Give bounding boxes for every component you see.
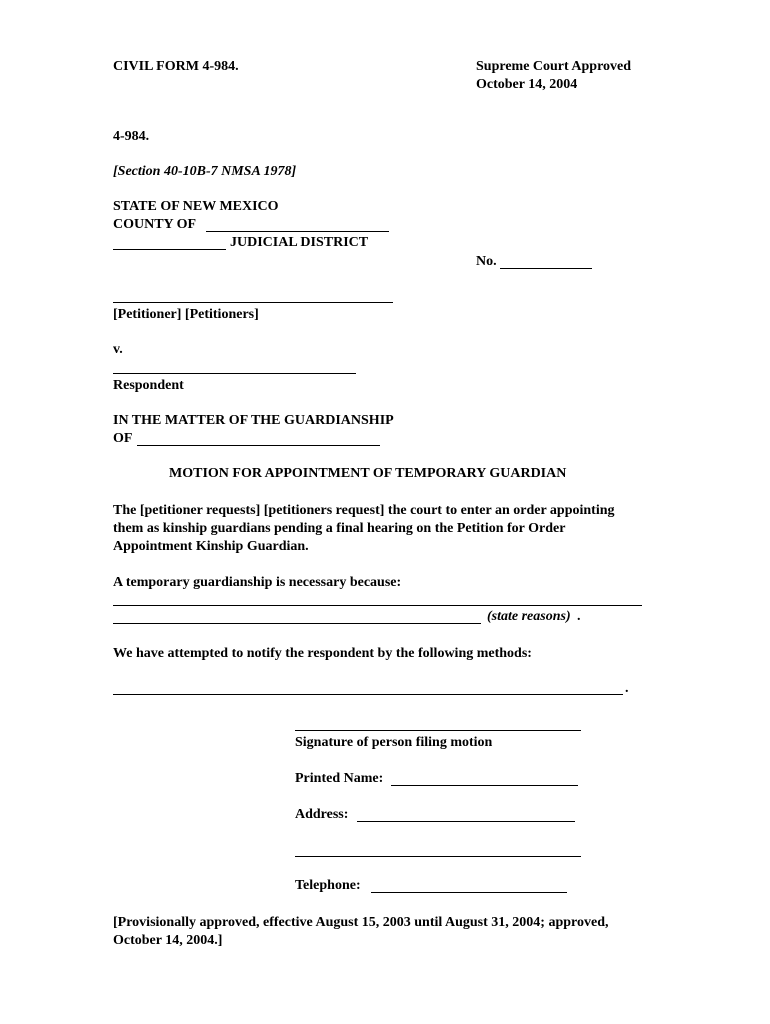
printed-name-blank[interactable]: [391, 785, 578, 786]
address-blank-1[interactable]: [357, 821, 575, 822]
notify-methods-blank[interactable]: [113, 694, 623, 695]
ward-name-blank[interactable]: [137, 445, 380, 446]
state-heading: STATE OF NEW MEXICO: [113, 199, 279, 214]
petitioner-label: [Petitioner] [Petitioners]: [113, 307, 259, 322]
reason-blank-2[interactable]: [113, 623, 481, 624]
respondent-blank[interactable]: [113, 373, 356, 374]
address-blank-2[interactable]: [295, 856, 581, 857]
petitioner-blank[interactable]: [113, 302, 393, 303]
matter-line-1: IN THE MATTER OF THE GUARDIANSHIP: [113, 413, 394, 428]
telephone-blank[interactable]: [371, 892, 567, 893]
reasons-period: .: [577, 609, 581, 624]
address-label: Address:: [295, 807, 349, 822]
district-blank[interactable]: [113, 249, 226, 250]
signature-blank[interactable]: [295, 730, 581, 731]
county-label: COUNTY OF: [113, 217, 197, 232]
form-number: 4-984.: [113, 129, 150, 144]
matter-of-label: OF: [113, 431, 133, 446]
district-label: JUDICIAL DISTRICT: [230, 235, 369, 250]
motion-title: MOTION FOR APPOINTMENT OF TEMPORARY GUARDIAN: [169, 466, 567, 481]
form-label: CIVIL FORM 4-984.: [113, 59, 239, 74]
respondent-label: Respondent: [113, 378, 184, 393]
approval-line-1: Supreme Court Approved: [476, 59, 632, 74]
section-reference: [Section 40-10B-7 NMSA 1978]: [113, 164, 297, 179]
notify-period: .: [625, 681, 629, 696]
request-line-2: them as kinship guardians pending a final hearing on the Petition for Order: [113, 521, 566, 536]
reason-blank-1[interactable]: [113, 605, 642, 606]
notify-label: We have attempted to notify the respondent by the following methods:: [113, 646, 532, 661]
request-line-1: The [petitioner requests] [petitioners request] the court to enter an order appointing: [113, 503, 615, 518]
versus-label: v.: [113, 342, 123, 357]
case-number-label: No.: [476, 254, 497, 269]
necessity-label: A temporary guardianship is necessary because:: [113, 575, 402, 590]
approval-line-2: October 14, 2004: [476, 77, 578, 92]
printed-name-label: Printed Name:: [295, 771, 384, 786]
approval-note-line-1: [Provisionally approved, effective August 15, 2003 until August 31, 2004; approved,: [113, 915, 609, 930]
approval-note-line-2: October 14, 2004.]: [113, 933, 223, 948]
signature-label: Signature of person filing motion: [295, 735, 493, 750]
request-line-3: Appointment Kinship Guardian.: [113, 539, 309, 554]
case-number-blank[interactable]: [500, 268, 592, 269]
telephone-label: Telephone:: [295, 878, 361, 893]
state-reasons-hint: (state reasons): [487, 609, 571, 624]
county-blank[interactable]: [206, 231, 389, 232]
